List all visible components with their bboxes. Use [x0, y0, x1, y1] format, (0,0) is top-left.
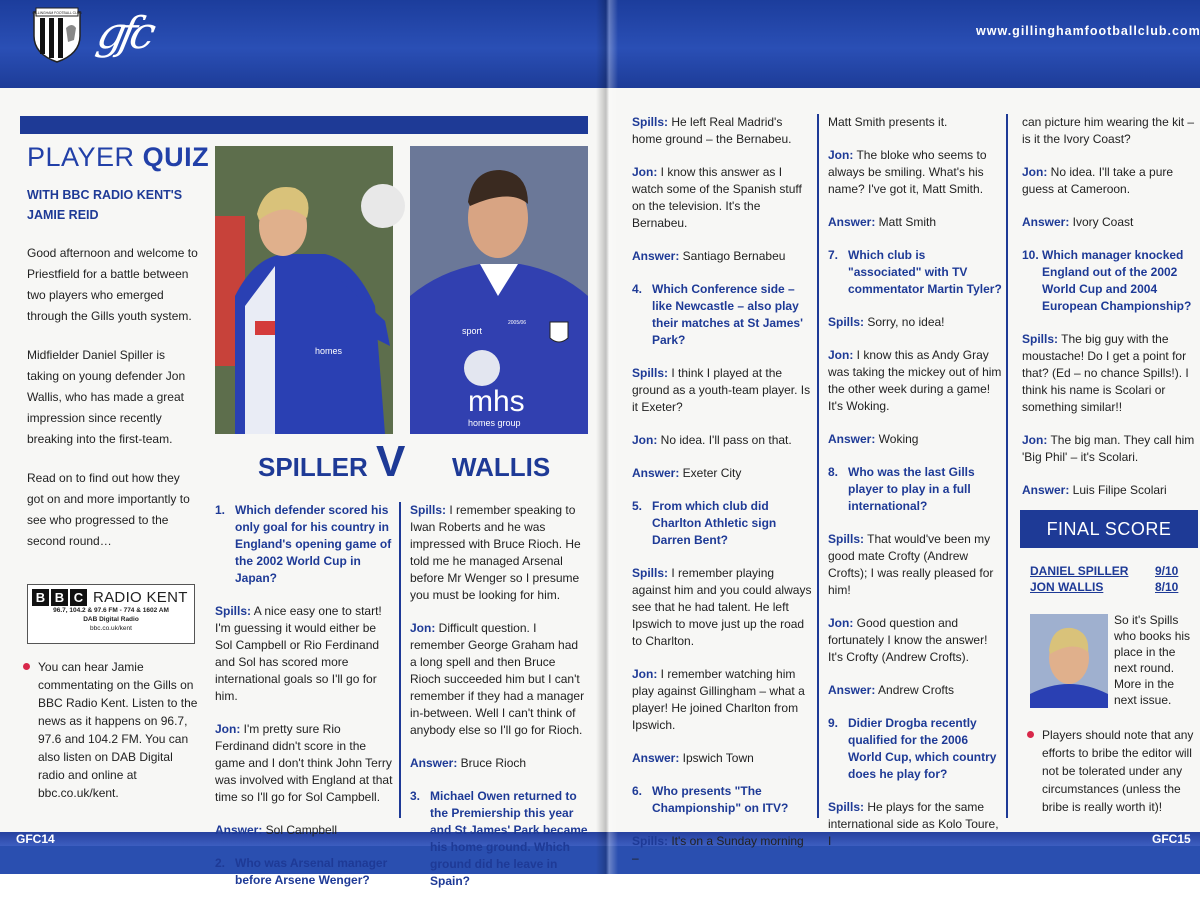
crest-label: GILLINGHAM FOOTBALL CLUB: [32, 11, 82, 15]
quiz-answer: [632, 666, 812, 734]
quiz-answer: [632, 750, 812, 767]
answer-text: No idea. I'll take a pure guess at Cameroon.: [1022, 165, 1174, 196]
answer-text: can picture him wearing the kit – is it the Ivory Coast?: [1022, 115, 1195, 146]
page-number-left: GFC14: [16, 832, 55, 846]
quiz-answer: [1022, 482, 1196, 499]
quiz-column-1: [215, 502, 395, 905]
question-text: Didier Drogba recently qualified for the 2006 World Cup, which country does he play for?: [848, 716, 997, 781]
quiz-answer: [410, 620, 588, 739]
quiz-answer: [1022, 331, 1196, 416]
question-text: Which club is "associated" with TV commentator Martin Tyler?: [848, 248, 1002, 296]
speaker-label: Spills:: [410, 503, 447, 517]
bribe-note-text: Players should note that any efforts to bribe the editor will not be tolerated under any circumstances (unless the bribe is really worth it)!: [1042, 728, 1194, 814]
speaker-label: Jon:: [632, 165, 658, 179]
quiz-answer: [828, 214, 1002, 231]
question-number: 9.: [828, 716, 839, 730]
speaker-label: Spills:: [632, 566, 669, 580]
speaker-label: Jon:: [632, 667, 658, 681]
quiz-answer: [828, 531, 1002, 599]
page-subtitle: [27, 185, 207, 225]
quiz-question: [410, 788, 588, 890]
intro-paragraph: Midfielder Daniel Spiller is taking on young defender Jon Wallis, who has made a great impression since recently breaking into the first-team.: [27, 348, 186, 446]
column-divider: [817, 114, 819, 818]
wallis-sponsor: mhs: [468, 385, 525, 418]
question-text: Michael Owen returned to the Premiership this year and St James' Park became his home ground. Which ground did he leave in Spain?: [430, 789, 588, 888]
answer-text: Bruce Rioch: [457, 756, 527, 770]
score-value: 8/10: [1155, 580, 1179, 594]
speaker-label: Jon:: [828, 616, 854, 630]
question-number: 4.: [632, 282, 643, 296]
quiz-answer: [215, 603, 395, 705]
speaker-label: Jon:: [828, 348, 854, 362]
score-name: JON WALLIS: [1030, 580, 1104, 594]
answer-text: Woking: [875, 432, 919, 446]
speaker-label: Spills:: [828, 800, 865, 814]
quiz-answer: [632, 248, 812, 265]
answer-text: He left Real Madrid's home ground – the Bernabeu.: [632, 115, 792, 146]
question-text: Which Conference side – like Newcastle – also play their matches at St James' Park?: [652, 282, 803, 347]
quiz-question: [828, 247, 1002, 298]
quiz-answer: [632, 432, 812, 449]
intro-paragraph: Good afternoon and welcome to Priestfield for a battle between two players who emerged through the Gills youth system.: [27, 246, 198, 323]
bullet-icon: [1027, 731, 1034, 738]
answer-text: Luis Filipe Scolari: [1069, 483, 1167, 497]
spiller-shirt-sponsor: homes: [315, 346, 343, 356]
gfc-logo: gfc: [92, 8, 155, 59]
answer-text: It's on a Sunday morning –: [632, 834, 804, 865]
quiz-question: [632, 783, 812, 817]
quiz-question: [1022, 247, 1196, 315]
speaker-label: Answer:: [1022, 215, 1070, 229]
wallis-kit-brand: sport: [462, 326, 483, 336]
answer-text: Ipswich Town: [679, 751, 754, 765]
wallis-sponsor-sub: homes group: [468, 418, 521, 428]
bbc-logo: [32, 589, 190, 606]
quiz-answer: [215, 721, 395, 806]
quiz-question: [632, 498, 812, 549]
answer-text: Good question and fortunately I know the answer! It's Crofty (Andrew Crofts).: [828, 616, 988, 664]
answer-text: Matt Smith presents it.: [828, 115, 948, 129]
speaker-label: Spills:: [632, 834, 669, 848]
question-text: Which manager knocked England out of the 2002 World Cup and 2004 European Championship?: [1042, 248, 1192, 313]
bbc-letter: C: [70, 589, 87, 606]
quiz-answer: [632, 833, 812, 867]
quiz-answer: [215, 822, 395, 839]
quiz-question: [215, 502, 395, 587]
answer-text: I remember speaking to Iwan Roberts and he was impressed with Bruce Rioch. He told me he managed Arsenal before Mr Wenger so I presume you must be looking for him.: [410, 503, 581, 602]
bbc-letter: B: [32, 589, 49, 606]
answer-text: That would've been my good mate Crofty (Andrew Crofts); I was really pleased for him!: [828, 532, 994, 597]
intro-paragraph: Read on to find out how they got on and more importantly to see who progressed to the second round…: [27, 471, 190, 548]
speaker-label: Jon:: [632, 433, 658, 447]
speaker-label: Spills:: [632, 115, 669, 129]
versus-left: SPILLER: [258, 452, 368, 482]
question-number: 2.: [215, 856, 226, 870]
title-bar: [20, 116, 588, 134]
question-number: 6.: [632, 784, 643, 798]
speaker-label: Spills:: [828, 315, 865, 329]
quiz-answer: [1022, 164, 1196, 198]
answer-text: I know this as Andy Gray was taking the mickey out of him the other week during a game! It's Woking.: [828, 348, 1002, 413]
radio-note-text: You can hear Jamie commentating on the Gills on BBC Radio Kent. Listen to the news as it happens on 96.7, 97.6 and 104.2 FM. You can also listen on DAB Digital radio and online at bbc.co.uk/kent.: [38, 660, 198, 800]
answer-text: I remember playing against him and you could always see that he had talent. He left Ipswich to move just up the road to Charlton.: [632, 566, 812, 648]
score-name: DANIEL SPILLER: [1030, 564, 1129, 578]
answer-text: I think I played at the ground as a youth-team player. Is it Exeter?: [632, 366, 811, 414]
question-text: Which defender scored his only goal for his country in England's opening game of the 2002 World Cup in Japan?: [235, 503, 392, 585]
question-text: Who was Arsenal manager before Arsene Wenger?: [235, 856, 388, 887]
quiz-column-2: [410, 502, 588, 906]
answer-text: Exeter City: [679, 466, 742, 480]
subtitle-line: WITH BBC RADIO KENT'S: [27, 188, 183, 202]
radio-dab: DAB Digital Radio: [83, 616, 139, 623]
radio-name: RADIO KENT: [93, 589, 188, 606]
question-number: 8.: [828, 465, 839, 479]
quiz-answer: [632, 164, 812, 232]
question-number: 7.: [828, 248, 839, 262]
answer-text: He plays for the same international side as Kolo Toure, I: [828, 800, 999, 848]
quiz-question: [828, 464, 1002, 515]
question-text: From which club did Charlton Athletic sign Darren Bent?: [652, 499, 777, 547]
speaker-label: Answer:: [828, 683, 876, 697]
quiz-column-4: [828, 114, 1002, 866]
speaker-label: Answer:: [632, 751, 680, 765]
answer-text: I know this answer as I watch some of the Spanish stuff on the television. It's the Bernabeu.: [632, 165, 802, 230]
speaker-label: Jon:: [1022, 165, 1048, 179]
answer-text: Matt Smith: [875, 215, 937, 229]
speaker-label: Spills:: [215, 604, 252, 618]
speaker-label: Jon:: [215, 722, 241, 736]
bribe-note: [1042, 726, 1196, 816]
versus-right: WALLIS: [452, 452, 551, 482]
quiz-answer: [410, 502, 588, 604]
speaker-label: Answer:: [632, 249, 680, 263]
question-number: 1.: [215, 503, 226, 517]
quiz-answer: [828, 799, 1002, 850]
answer-text: The big guy with the moustache! Do I get a point for that? (Ed – no chance Spills!). I think his name is Scolari or something similar!!: [1022, 332, 1189, 414]
speaker-label: Answer:: [215, 823, 263, 837]
quiz-answer: [828, 347, 1002, 415]
club-crest-icon: [32, 6, 82, 64]
answer-text: Ivory Coast: [1069, 215, 1134, 229]
quiz-question: [828, 715, 1002, 783]
speaker-label: Answer:: [1022, 483, 1070, 497]
radio-website: bbc.co.uk/kent: [90, 625, 132, 632]
radio-note: [38, 658, 198, 802]
bbc-letter: B: [51, 589, 68, 606]
bullet-icon: [23, 663, 30, 670]
answer-text: I remember watching him play against Gillingham – what a player! He joined Charlton from Ipswich.: [632, 667, 805, 732]
column-divider: [1006, 114, 1008, 818]
final-score-caption: So it's Spills who books his place in the next round. More in the next issue.: [1114, 613, 1191, 707]
winner-thumbnail: [1030, 614, 1108, 708]
wallis-kit-year: 2005/06: [508, 320, 527, 326]
question-number: 10.: [1022, 248, 1039, 262]
subtitle-line: JAMIE REID: [27, 208, 99, 222]
quiz-answer: [1022, 432, 1196, 466]
club-url[interactable]: www.gillinghamfootballclub.com: [976, 24, 1201, 38]
speaker-label: Answer:: [410, 756, 458, 770]
question-number: 5.: [632, 499, 643, 513]
quiz-column-3: [632, 114, 812, 883]
quiz-answer: [632, 365, 812, 416]
intro-text: [27, 243, 199, 570]
title-word-player: PLAYER: [27, 142, 135, 172]
quiz-answer: [828, 615, 1002, 666]
question-text: Who presents "The Championship" on ITV?: [652, 784, 789, 815]
answer-text: Sol Campbell: [262, 823, 338, 837]
quiz-answer: [632, 465, 812, 482]
speaker-label: Answer:: [828, 215, 876, 229]
quiz-question: [632, 281, 812, 349]
answer-text: Sorry, no idea!: [864, 315, 945, 329]
speaker-label: Jon:: [828, 148, 854, 162]
speaker-label: Spills:: [1022, 332, 1059, 346]
question-number: 3.: [410, 789, 421, 803]
answer-text: Andrew Crofts: [875, 683, 955, 697]
photo-jon-wallis: [410, 146, 588, 434]
quiz-answer: [1022, 214, 1196, 231]
quiz-answer: [1022, 114, 1196, 148]
quiz-answer: [828, 147, 1002, 198]
page-title: [27, 142, 209, 173]
bbc-radio-kent-box: [27, 584, 195, 644]
speaker-label: Answer:: [828, 432, 876, 446]
answer-text: No idea. I'll pass on that.: [657, 433, 792, 447]
final-score-heading: FINAL SCORE: [1020, 510, 1198, 548]
answer-text: The big man. They call him 'Big Phil' – it's Scolari.: [1022, 433, 1195, 464]
speaker-label: Jon:: [1022, 433, 1048, 447]
column-divider: [399, 502, 401, 818]
quiz-answer: [828, 314, 1002, 331]
question-text: Who was the last Gills player to play in a full international?: [848, 465, 975, 513]
page-number-right: GFC15: [1152, 832, 1191, 846]
quiz-column-5: [1022, 114, 1196, 515]
answer-text: The bloke who seems to always be smiling. What's his name? I've got it, Matt Smith.: [828, 148, 987, 196]
radio-frequencies: 96.7, 104.2 & 97.6 FM - 774 & 1602 AM: [53, 607, 169, 614]
speaker-label: Spills:: [632, 366, 669, 380]
title-word-quiz: QUIZ: [142, 142, 210, 172]
quiz-answer: [828, 682, 1002, 699]
speaker-label: Answer:: [632, 466, 680, 480]
quiz-answer: [828, 114, 1002, 131]
quiz-answer: [410, 755, 588, 772]
answer-text: I'm pretty sure Rio Ferdinand didn't score in the game and I don't think John Terry was involved with England at that time so I'll go for Sol Campbell.: [215, 722, 393, 804]
quiz-answer: [632, 114, 812, 148]
quiz-question: [215, 855, 395, 889]
answer-text: Difficult question. I remember George Graham had a long spell and then Bruce Rioch succeeded him but I can't remember if they had a manager in-between. Well I can't think of anybody else so I'll go for Rioch.: [410, 621, 585, 737]
quiz-answer: [828, 431, 1002, 448]
answer-text: Santiago Bernabeu: [679, 249, 786, 263]
answer-text: A nice easy one to start! I'm guessing it would either be Sol Campbell or Rio Ferdinand and Sol has scored more international goals so I'll go for him.: [215, 604, 382, 703]
speaker-label: Spills:: [828, 532, 865, 546]
versus-v: V: [376, 437, 406, 486]
quiz-answer: [632, 565, 812, 650]
score-value: 9/10: [1155, 564, 1179, 578]
speaker-label: Jon:: [410, 621, 436, 635]
page-gutter: [596, 0, 618, 874]
photo-daniel-spiller: [215, 146, 393, 434]
